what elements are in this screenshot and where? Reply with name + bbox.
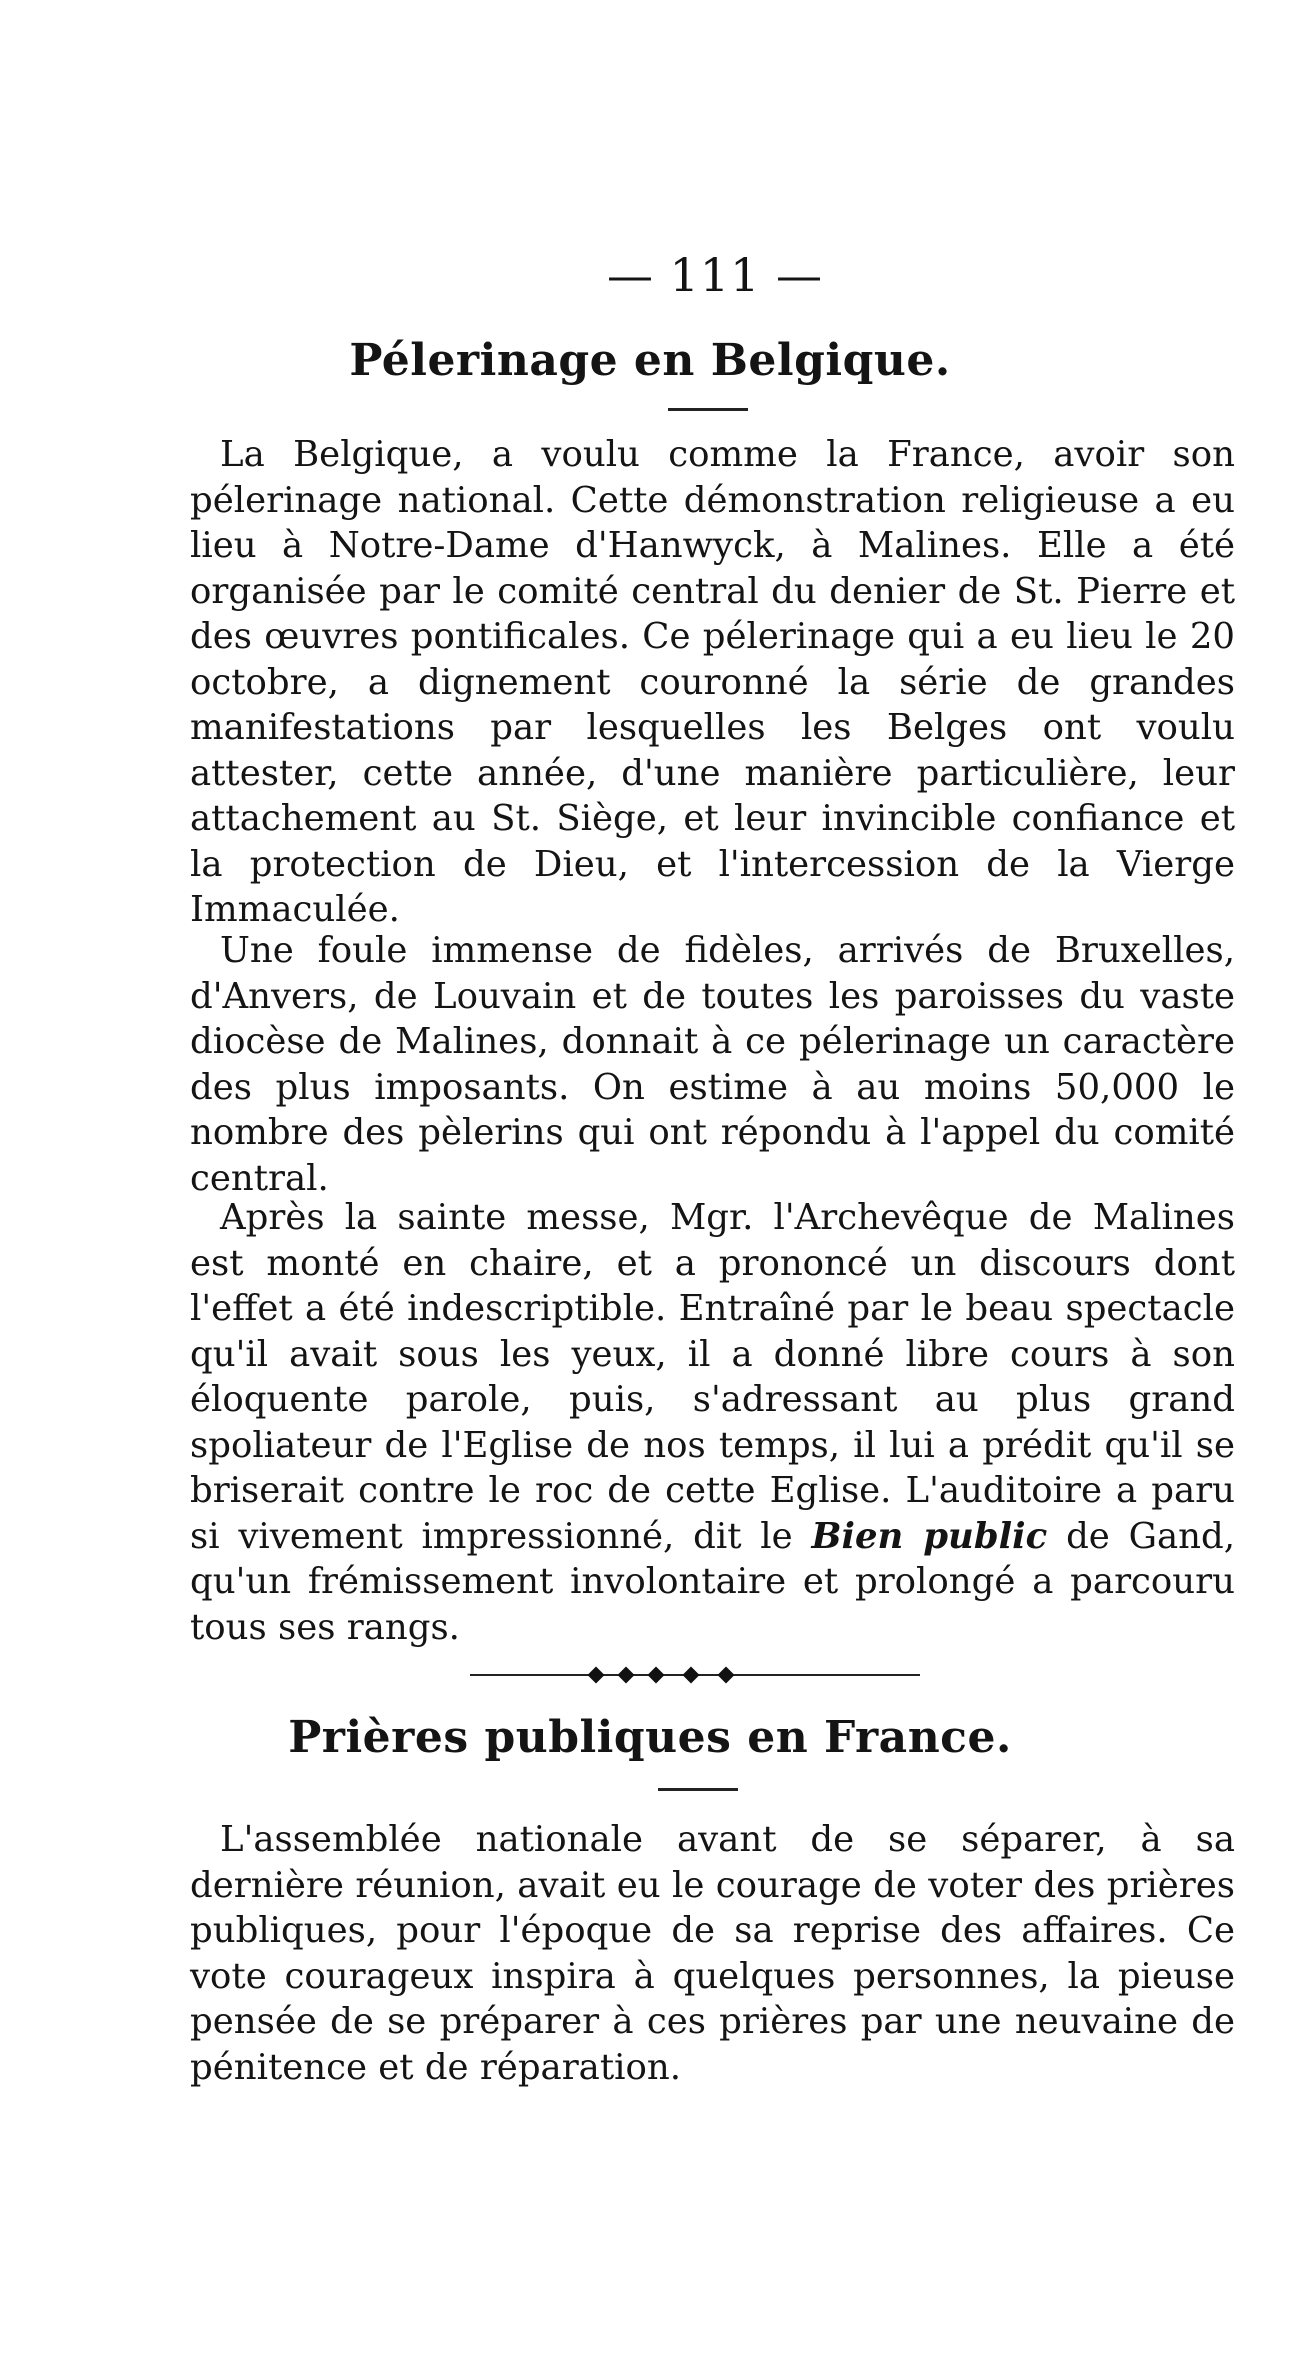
section-divider-ornament [470,1668,920,1682]
newspaper-title: Bien public [811,1515,1048,1557]
paragraph-text: Après la sainte messe, Mgr. l'Archevêque de Malines est monté en chaire, et a prononcé un discours dont l'effet a été indescriptible. Entraîné par le beau spectacle qu'il avait sous les yeux, il a donné libre cours à son éloquente parole, puis, s'adressant au plus grand spoliateur de l'Eglise de nos temps, il lui a prédit qu'il se briserait contre le roc de cette Eglise. L'auditoire a paru si vivement impressionné, dit le [190,1197,1235,1557]
title-underline [658,1788,738,1791]
paragraph [190,1195,1235,1650]
title-underline [668,408,748,411]
section-title-prieres: Prières publiques en France. [288,1712,1012,1763]
page-number: — 111 — [606,248,824,302]
paragraph: La Belgique, a voulu comme la France, avoir son pélerinage national. Cette démonstration religieuse a eu lieu à Notre-Dame d'Hanwyck, à Malines. Elle a été organisée par le comité central du denier de St. Pierre et des œuvres pontificales. Ce pélerinage qui a eu lieu le 20 octobre, a dignement couronné la série de grandes manifestations par lesquelles les Belges ont voulu attester, cette année, d'une manière particulière, leur attachement au St. Siège, et leur invincible confiance et la protection de Dieu, et l'intercession de la Vierge Immaculée. [190,434,1235,930]
section-title-pelerinage: Pélerinage en Belgique. [349,335,951,386]
paragraph: Une foule immense de fidèles, arrivés de Bruxelles, d'Anvers, de Louvain et de toutes les paroisses du vaste diocèse de Malines, donnait à ce pélerinage un caractère des plus imposants. On estime à au moins 50,000 le nombre des pèlerins qui ont répondu à l'appel du comité central. [190,930,1235,1199]
paragraph: L'assemblée nationale avant de se séparer, à sa dernière réunion, avait eu le courage de voter des prières publiques, pour l'époque de sa reprise des affaires. Ce vote courageux inspira à quelques personnes, la pieuse pensée de se préparer à ces prières par une neuvaine de pénitence et de réparation. [190,1819,1235,2088]
paragraph-text: de Gand, qu'un frémissement involontaire et prolongé a parcouru tous ses rangs. [190,1515,1235,1648]
